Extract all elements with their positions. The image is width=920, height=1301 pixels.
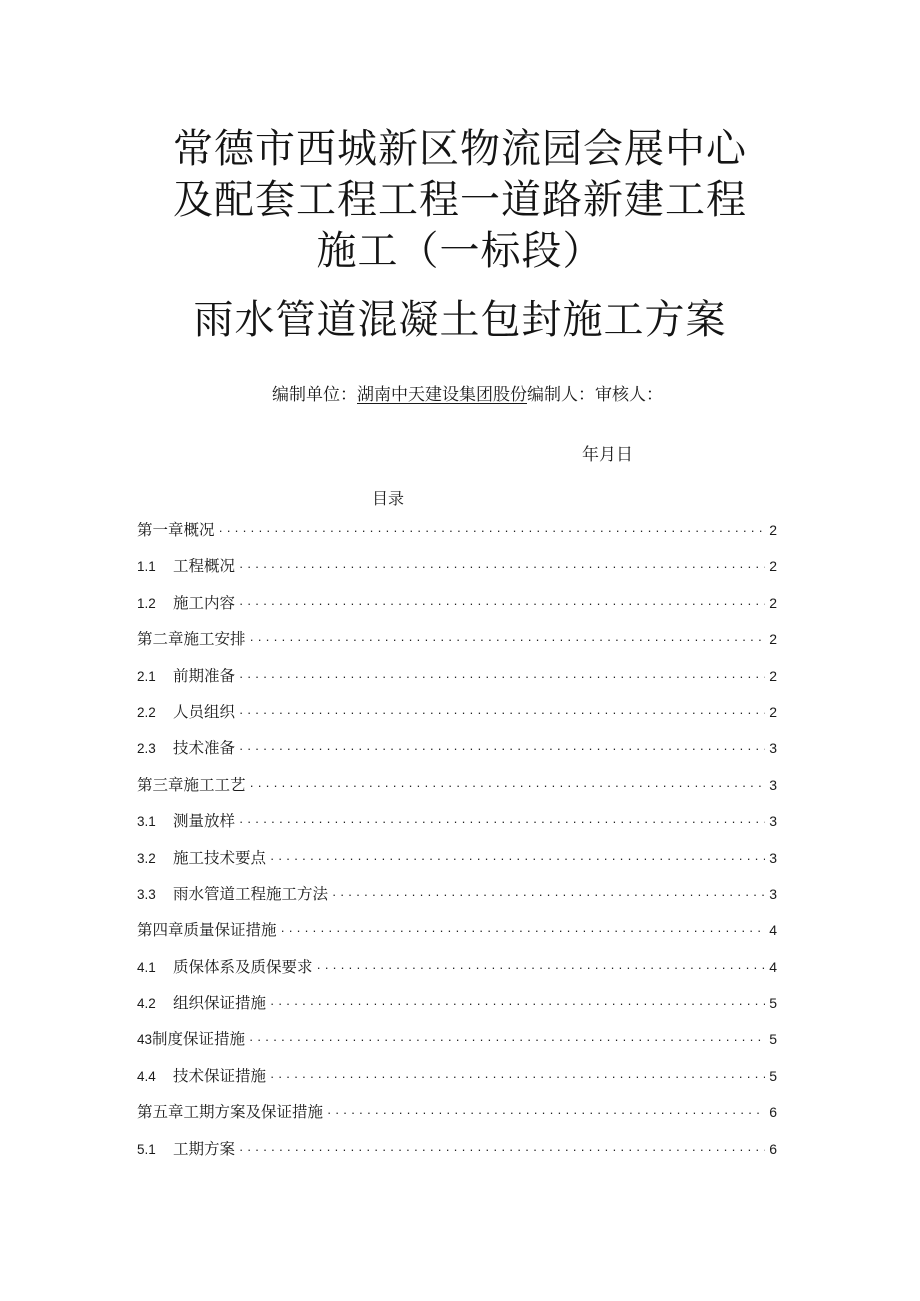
toc-dot-leader xyxy=(239,549,765,585)
toc-dot-leader xyxy=(239,695,765,731)
toc-entry-label: 第四章质量保证措施 xyxy=(137,921,277,940)
toc-entry-number: 2.2 xyxy=(137,704,156,720)
toc-entry[interactable] xyxy=(137,585,777,621)
compile-organization: 湖南中天建设集团股份 xyxy=(357,385,527,405)
toc-entry-label: 工期方案 xyxy=(173,1139,236,1158)
toc-entry[interactable] xyxy=(137,658,777,694)
toc-entry-page: 3 xyxy=(769,740,777,757)
toc-dot-leader xyxy=(239,586,765,622)
toc-entry-number: 4.2 xyxy=(137,996,156,1012)
toc-entry-label: 前期准备 xyxy=(173,666,236,685)
toc-entry-page: 5 xyxy=(769,1031,777,1048)
toc-dot-leader xyxy=(270,1059,765,1095)
toc-entry-page: 6 xyxy=(769,1104,777,1121)
date-line: 年月日 xyxy=(582,445,633,465)
toc-entry-number: 5.1 xyxy=(137,1141,156,1157)
toc-dot-leader xyxy=(250,622,766,658)
toc-entry-label: 第一章概况 xyxy=(137,521,215,539)
toc-entry-page: 2 xyxy=(769,522,777,538)
toc-dot-leader xyxy=(327,1095,765,1131)
toc-entry-page: 2 xyxy=(769,667,777,684)
toc-dot-leader xyxy=(332,877,765,913)
toc-entry-label: 第三章施工工艺 xyxy=(137,775,246,794)
toc-entry-label: 施工内容 xyxy=(173,593,236,612)
toc-entry-label: 技术保证措施 xyxy=(173,1066,267,1085)
toc-entry[interactable] xyxy=(137,767,777,803)
toc-entry[interactable] xyxy=(137,621,777,657)
toc-entry-number: 2.3 xyxy=(137,741,156,757)
toc-entry[interactable] xyxy=(137,1058,777,1094)
toc-entry-page: 4 xyxy=(769,922,777,939)
document-subtitle: 雨水管道混凝土包封施工方案 xyxy=(193,297,727,343)
toc-entry[interactable] xyxy=(137,985,777,1021)
toc-entry-page: 2 xyxy=(769,594,777,611)
toc-entry-page: 5 xyxy=(769,995,777,1012)
toc-entry-number: 3.1 xyxy=(137,814,156,830)
toc-entry-label: 工程概况 xyxy=(173,557,236,576)
toc-entry-number: 3.2 xyxy=(137,850,156,866)
toc-entry[interactable] xyxy=(137,876,777,912)
table-of-contents xyxy=(137,512,777,1167)
toc-dot-leader xyxy=(249,1022,765,1058)
toc-title: 目录 xyxy=(372,489,405,508)
toc-entry-page: 3 xyxy=(769,885,777,902)
toc-entry[interactable] xyxy=(137,548,777,584)
toc-dot-leader xyxy=(250,768,766,804)
toc-entry-page: 2 xyxy=(769,558,777,575)
toc-entry-number: 1.1 xyxy=(137,559,156,575)
toc-entry-label: 技术准备 xyxy=(173,739,236,758)
toc-entry-page: 5 xyxy=(769,1067,777,1084)
toc-entry-label: 施工技术要点 xyxy=(173,848,267,867)
toc-entry-label: 人员组织 xyxy=(173,702,236,721)
toc-dot-leader xyxy=(317,950,766,986)
document-title-line-1: 常德市西城新区物流园会展中心 xyxy=(173,126,747,172)
compile-info xyxy=(272,380,663,405)
toc-entry-number: 2.1 xyxy=(137,668,156,684)
toc-entry[interactable] xyxy=(137,840,777,876)
toc-entry-page: 2 xyxy=(769,631,777,648)
toc-dot-leader xyxy=(239,1132,765,1168)
compiler-label: 编制人： xyxy=(527,385,595,405)
toc-entry-label: 测量放样 xyxy=(173,812,236,831)
toc-entry-page: 4 xyxy=(769,958,777,975)
toc-entry-number: 3.3 xyxy=(137,886,156,902)
toc-dot-leader xyxy=(239,659,765,695)
toc-entry[interactable] xyxy=(137,1094,777,1130)
toc-entry-number: 1.2 xyxy=(137,595,156,611)
toc-entry-label: 雨水管道工程施工方法 xyxy=(173,884,329,903)
toc-entry[interactable] xyxy=(137,912,777,948)
toc-dot-leader xyxy=(239,804,765,840)
toc-entry-number: 43 xyxy=(137,1032,153,1048)
toc-entry-page: 2 xyxy=(769,703,777,720)
toc-entry[interactable] xyxy=(137,803,777,839)
toc-entry[interactable] xyxy=(137,694,777,730)
toc-entry[interactable] xyxy=(137,949,777,985)
toc-entry[interactable] xyxy=(137,1021,777,1057)
toc-entry-label: 质保体系及质保要求 xyxy=(173,957,313,976)
toc-dot-leader xyxy=(270,986,765,1022)
toc-dot-leader xyxy=(219,513,766,549)
reviewer-label: 审核人： xyxy=(595,385,663,405)
document-title-line-3: 施工（一标段） xyxy=(316,228,604,274)
toc-entry-label: 制度保证措施 xyxy=(152,1030,246,1049)
document-title-line-2: 及配套工程工程一道路新建工程 xyxy=(173,177,747,223)
toc-entry[interactable] xyxy=(137,1131,777,1167)
toc-entry-label: 第二章施工安排 xyxy=(137,630,246,649)
toc-entry-page: 6 xyxy=(769,1140,777,1157)
toc-entry-number: 4.4 xyxy=(137,1068,156,1084)
toc-entry-page: 3 xyxy=(769,813,777,830)
toc-entry-page: 3 xyxy=(769,849,777,866)
compile-label: 编制单位： xyxy=(272,385,357,405)
toc-entry-label: 第五章工期方案及保证措施 xyxy=(137,1103,324,1122)
toc-entry-number: 4.1 xyxy=(137,959,156,975)
toc-entry-label: 组织保证措施 xyxy=(173,994,267,1013)
toc-entry-page: 3 xyxy=(769,776,777,793)
toc-dot-leader xyxy=(270,841,765,877)
toc-entry[interactable] xyxy=(137,512,777,548)
toc-entry[interactable] xyxy=(137,730,777,766)
toc-dot-leader xyxy=(281,913,766,949)
toc-dot-leader xyxy=(239,731,765,767)
